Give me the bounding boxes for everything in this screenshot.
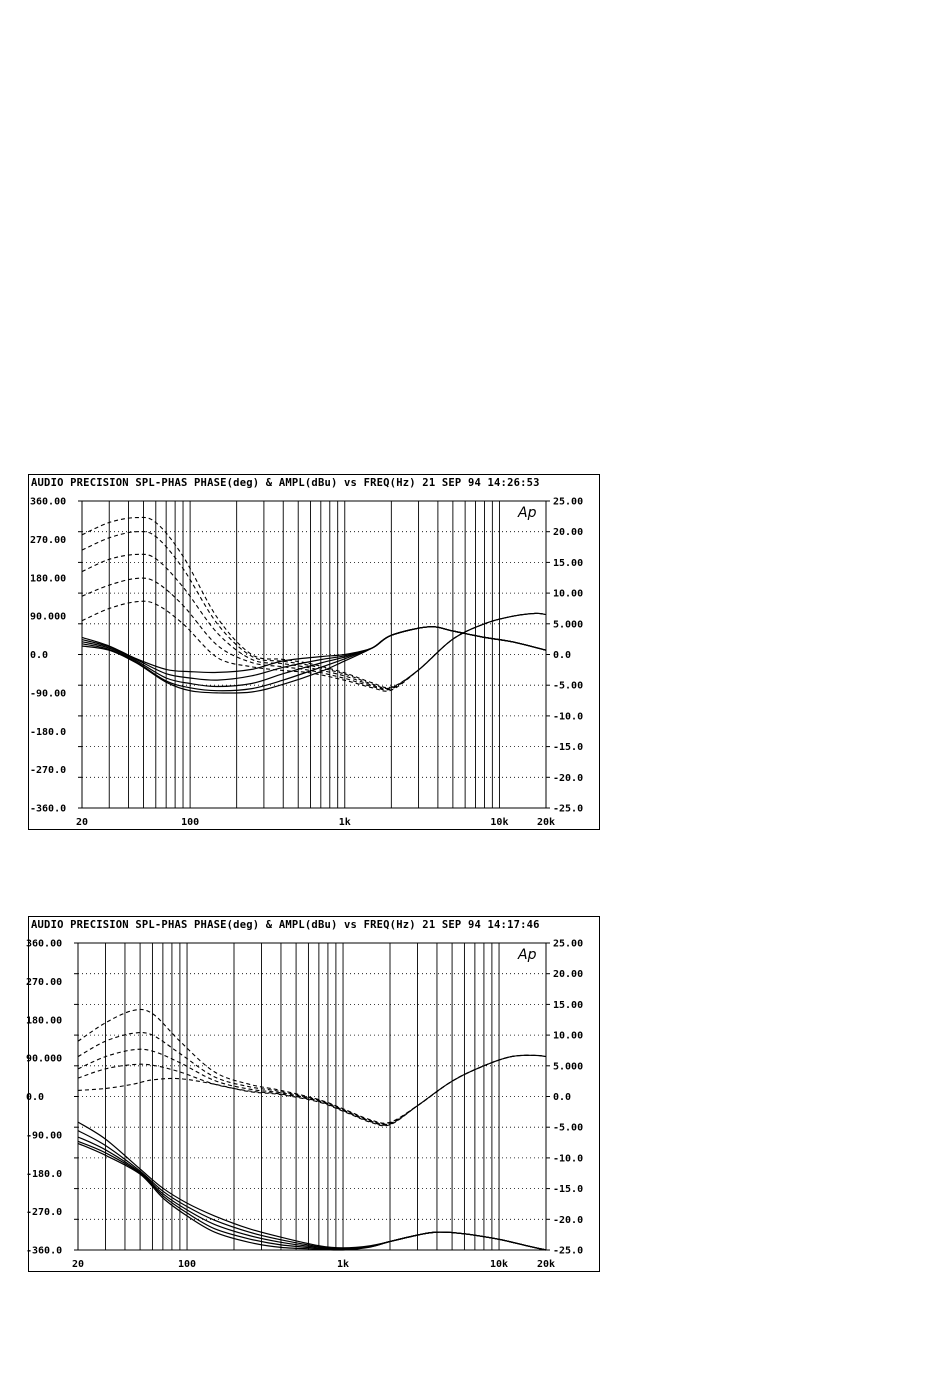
y-right-tick-label: 10.00 (553, 1030, 584, 1042)
y-right-tick-label: 10.00 (553, 588, 584, 600)
horizontal-grid (78, 943, 546, 1250)
y-right-tick-label: -5.00 (553, 1122, 584, 1134)
phase-curve (78, 1143, 546, 1250)
y-right-tick-label: -20.0 (553, 772, 584, 784)
y-right-tick-label: -5.00 (553, 680, 584, 692)
x-tick-label: 20 (71, 1259, 85, 1270)
y-left-tick-label: -270.0 (30, 765, 67, 777)
y-left-tick-label: 0.0 (30, 650, 49, 661)
ap-logo: Ap (518, 947, 537, 963)
y-right-tick-label: -10.0 (553, 1153, 584, 1165)
x-tick-label: 10k (490, 1259, 509, 1270)
amplitude-curve (78, 1009, 546, 1123)
y-right-tick-label: -25.0 (553, 1245, 584, 1257)
amplitude-curve (78, 1032, 546, 1123)
y-left-tick-label: -90.00 (30, 688, 67, 700)
y-right-tick-label: 25.00 (553, 496, 584, 508)
ap-logo: Ap (518, 505, 537, 521)
y-left-tick-label: 360.00 (30, 496, 67, 508)
y-left-tick-label: 360.00 (26, 938, 63, 950)
amplitude-curve (78, 1055, 546, 1125)
x-tick-label: 100 (178, 1259, 197, 1270)
y-right-tick-label: 20.00 (553, 527, 584, 539)
y-right-tick-label: 0.0 (553, 650, 572, 661)
y-right-tick-label: -15.0 (553, 1184, 584, 1196)
x-tick-label: 1k (338, 817, 351, 828)
y-left-tick-label: -180.0 (26, 1168, 63, 1180)
plot-area (78, 943, 546, 1250)
x-tick-label: 20k (536, 817, 556, 828)
y-left-tick-label: 180.00 (26, 1015, 63, 1027)
x-tick-label: 1k (337, 1259, 350, 1270)
y-right-tick-label: -20.0 (553, 1214, 584, 1226)
y-right-tick-label: -10.0 (553, 711, 584, 723)
y-left-tick-label: -270.0 (26, 1207, 63, 1219)
y-right-tick-label: 25.00 (553, 938, 584, 950)
x-tick-label: 20 (75, 817, 89, 828)
y-right-tick-label: 20.00 (553, 969, 584, 981)
amplitude-curve (78, 1055, 546, 1126)
phase-curve (78, 1141, 546, 1250)
amplitude-curve (78, 1049, 546, 1124)
phase-curve (78, 1131, 546, 1250)
y-left-tick-label: 90.000 (26, 1053, 63, 1065)
y-right-tick-label: 15.00 (553, 557, 584, 569)
chart-title: AUDIO PRECISION SPL-PHAS PHASE(deg) & AMPL(dBu) vs FREQ(Hz) 21 SEP 94 14:26:53 (31, 477, 540, 489)
x-tick-label: 100 (181, 817, 200, 828)
phase-curve (78, 1137, 546, 1250)
y-left-tick-label: 0.0 (26, 1092, 45, 1103)
y-left-tick-label: 90.000 (30, 611, 67, 623)
y-left-tick-label: -360.0 (26, 1245, 63, 1257)
y-left-tick-label: -360.0 (30, 803, 67, 815)
chart-title: AUDIO PRECISION SPL-PHAS PHASE(deg) & AMPL(dBu) vs FREQ(Hz) 21 SEP 94 14:17:46 (31, 919, 540, 931)
y-right-tick-label: -25.0 (553, 803, 584, 815)
y-left-tick-label: 270.00 (30, 534, 67, 546)
y-left-tick-label: 270.00 (26, 976, 63, 988)
y-right-tick-label: 5.000 (553, 1061, 584, 1073)
phase-curve (78, 1122, 546, 1250)
y-right-tick-label: 5.000 (553, 619, 584, 631)
y-left-tick-label: -180.0 (30, 726, 67, 738)
y-left-tick-label: -90.00 (26, 1130, 63, 1142)
y-right-tick-label: 15.00 (553, 999, 584, 1011)
x-tick-label: 20k (536, 1259, 556, 1270)
y-right-tick-label: 0.0 (553, 1092, 572, 1103)
y-left-tick-label: 180.00 (30, 573, 67, 585)
y-right-tick-label: -15.0 (553, 742, 584, 754)
x-tick-label: 10k (490, 817, 509, 828)
